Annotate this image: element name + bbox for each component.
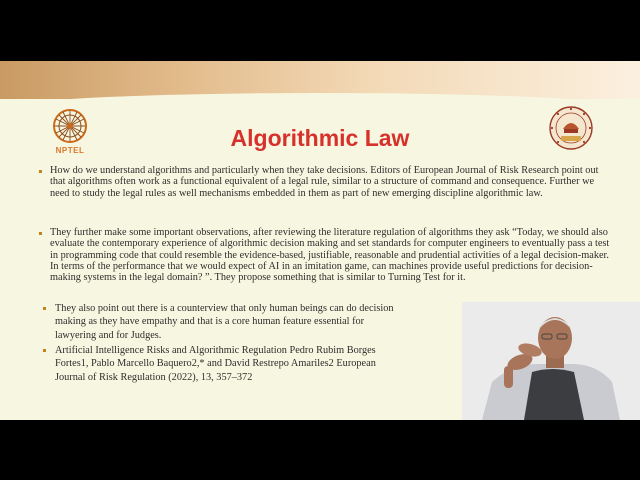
presenter-video — [462, 302, 640, 420]
paragraph-algorithms: How do we understand algorithms and particularly when they take decisions. Editors of European Journal of Risk Research point out that algorithms often work as a functional equivalent of a legal rule, similar to a structure of command and consequence. Further we need to study the legal rules as well mechanisms embedded in them as part of new emerging discipline algorithmic law. — [50, 165, 599, 199]
bullet-marker — [43, 349, 46, 352]
header-band — [0, 61, 640, 99]
paragraph-counterview: They also point out there is a counterview that only human beings can do decision making as they have empathy and that is a core human feature essential for lawyering and for Judges. — [55, 303, 394, 341]
bullet-marker — [43, 307, 46, 310]
paragraph-citation: Artificial Intelligence Risks and Algorithmic Regulation Pedro Rubim Borges Fortes1, Pablo Marcello Baquero2,* and David Restrepo Amariles2 European Journal of Risk Regulation (2022), 13, 357–372 — [55, 345, 376, 383]
presenter-figure — [462, 302, 640, 420]
bullet-marker — [39, 232, 42, 235]
nptel-label: NPTEL — [55, 146, 85, 155]
slide-title: Algorithmic Law — [230, 125, 410, 151]
bullet-marker — [39, 170, 42, 173]
slide — [0, 61, 640, 420]
paragraph-observations: They further make some important observations, after reviewing the literature regulation of algorithms they ask “Today, we should also evaluate the contemporary experience of algorithmic decision making and set standards for computer engineers to eventually pass a test in programming code that could resemble the evidence-based, justifiable, reasonable and prudential activities of a legal decision-maker. In terms of the performance that we would expect of AI in an imitation game, can machines provide useful predictions for decision-making systems in the legal domain? ”. They propose something that is similar to Turning Test for it. — [50, 227, 610, 284]
